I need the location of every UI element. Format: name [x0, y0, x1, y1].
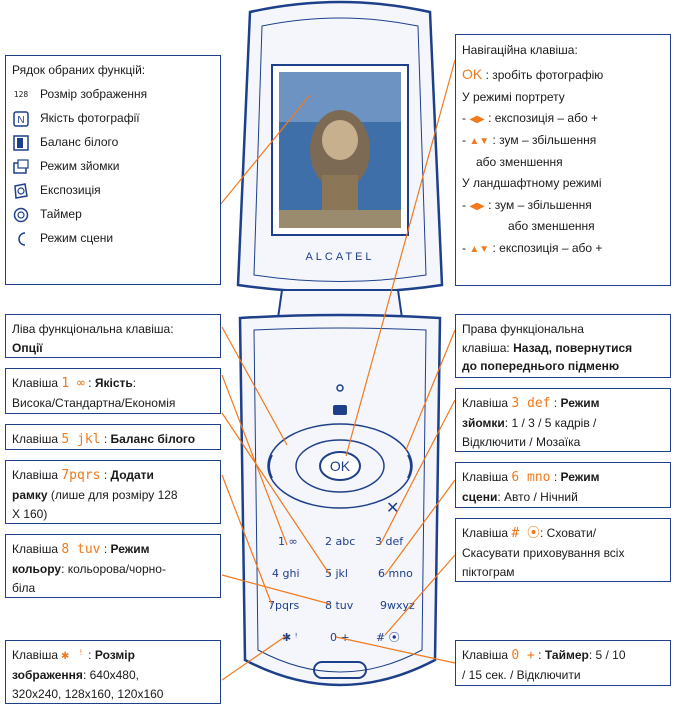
list-item: 128 Розмір зображення	[13, 87, 148, 102]
list-item: Баланс білого	[12, 131, 214, 155]
favorites-bar-box	[5, 55, 221, 285]
end-call-icon: ✕	[386, 500, 400, 517]
svg-text:N: N	[17, 114, 25, 126]
key-9[interactable]: 9wxyz	[380, 599, 415, 612]
key-2[interactable]: 2 abc	[325, 535, 356, 548]
key-3[interactable]: 3 def	[375, 535, 404, 548]
left-right-arrows-icon: ◀▶	[469, 114, 485, 126]
left-soft-key-box: Ліва функціональна клавіша: Опції	[5, 314, 221, 358]
camera-icon	[333, 405, 347, 415]
key-5[interactable]: 5 jkl	[325, 567, 348, 580]
key-3-box: Клавіша 3 def : Режим зйомки: 1 / 3 / 5 кадрів / Відключити / Мозаїка	[455, 388, 671, 452]
shooting-mode-icon	[12, 159, 30, 175]
list-item: Режим зйомки	[12, 155, 214, 179]
key-8[interactable]: 8 tuv	[325, 599, 354, 612]
key-1[interactable]: 1 ∞	[278, 535, 298, 548]
key-4[interactable]: 4 ghi	[272, 567, 300, 580]
key-hash-box: Клавіша # ⦿: Сховати/ Скасувати приховування всіх піктограм	[455, 518, 671, 582]
key-0-box: Клавіша 0 + : Таймер: 5 / 10 / 15 сек. / Відключити	[455, 640, 671, 686]
left-right-arrows-icon: ◀▶	[469, 200, 485, 212]
exposure-icon	[12, 183, 30, 199]
key-7-box: Клавіша 7pqrs : Додати рамку (лише для розміру 128 X 160)	[5, 460, 221, 524]
right-soft-key-box: Права функціональна клавіша: Назад, повернутися до попереднього підменю	[455, 314, 671, 378]
favorites-bar-header: Рядок обраних функцій:	[12, 63, 146, 77]
ok-glyph: OK	[462, 65, 483, 82]
scene-mode-icon	[12, 231, 30, 247]
white-balance-icon	[12, 135, 30, 151]
ok-key-label: OK	[329, 458, 351, 474]
brand-logo: ALCATEL	[305, 251, 375, 263]
list-item: Режим сцени	[12, 227, 214, 251]
key-hash[interactable]: # ⦿	[376, 631, 400, 644]
photo-quality-icon	[12, 111, 30, 127]
list-item: N Якість фотографії	[12, 107, 214, 131]
key-8-box: Клавіша 8 tuv : Режим кольору: кольорова/чорно- біла	[5, 534, 221, 598]
key-star-box: Клавіша ✱ ꜝ : Розмір зображення: 640x480, 320x240, 128x160, 120x160	[5, 640, 221, 704]
key-5-box: Клавіша 5 jkl : Баланс білого	[5, 424, 221, 450]
list-item: Таймер	[12, 203, 214, 227]
key-6[interactable]: 6 mno	[378, 567, 413, 580]
key-star[interactable]: ✱ ꜝ	[282, 631, 298, 644]
list-item: Експозиція	[12, 179, 214, 203]
navigation-key-box: Навігаційна клавіша: OK : зробіть фотографію У режимі портрету - ◀▶ : експозиція – або + - ▲▼ : зум – збільшення або зменшення У ландшафтному режимі - ◀▶ : зум – збільшення або зменшення - ▲▼ : експозиція – або +	[455, 34, 671, 286]
key-6-box: Клавіша 6 mno : Режим сцени: Авто / Нічний	[455, 462, 671, 508]
key-7[interactable]: 7pqrs	[268, 599, 300, 612]
timer-icon	[12, 207, 30, 223]
key-1-box: Клавіша 1 ∞ : Якість: Висока/Стандартна/Економія	[5, 368, 221, 414]
up-down-arrows-icon: ▲▼	[469, 135, 490, 147]
image-size-icon: 128	[13, 89, 29, 99]
phone-illustration	[210, 0, 470, 707]
key-0[interactable]: 0 +	[330, 631, 350, 644]
up-down-arrows-icon: ▲▼	[469, 243, 490, 255]
